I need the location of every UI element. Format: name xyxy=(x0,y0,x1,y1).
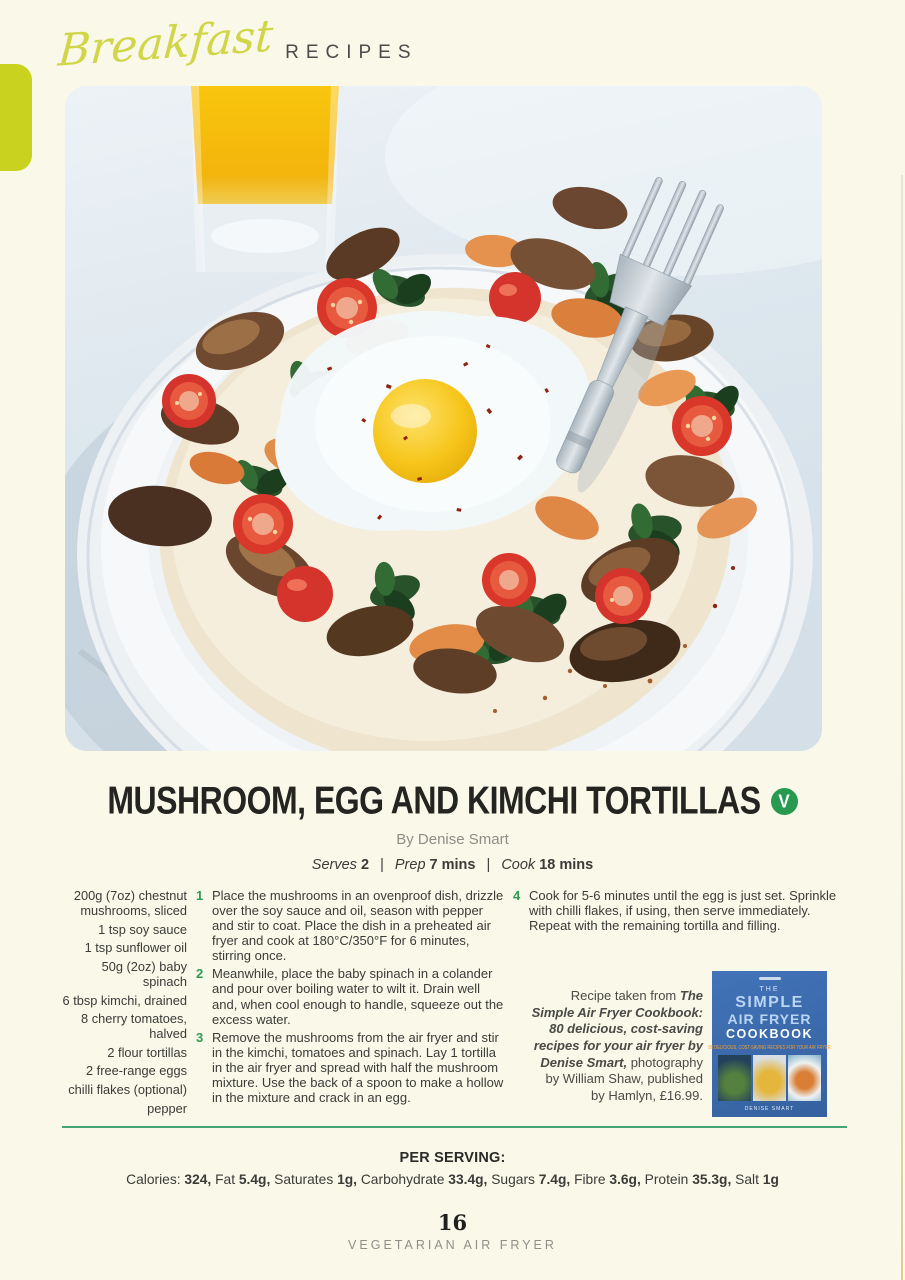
nutrition-line xyxy=(0,1172,905,1187)
step-number: 2 xyxy=(196,966,204,982)
cook-label: Cook xyxy=(501,857,536,873)
book-photo-1 xyxy=(718,1055,751,1101)
nutrition-label: Fibre xyxy=(570,1172,610,1187)
recipe-step xyxy=(196,966,504,1026)
nutrition-label: Saturates xyxy=(270,1172,338,1187)
credit-suffix: photography by William Shaw, published by Hamlyn, £16.99. xyxy=(545,1054,703,1103)
book-cover xyxy=(708,971,831,1117)
food-photo-illustration xyxy=(65,86,822,751)
nutrition-value: 7.4g, xyxy=(538,1172,571,1187)
recipe-body xyxy=(60,888,846,1119)
book-title-line1: SIMPLE xyxy=(735,994,804,1012)
credit-book-title: The Simple Air Fryer Cookbook: 80 delicious, cost-saving recipes for your air fryer by Denise Smart, xyxy=(531,988,703,1070)
recipe-title: MUSHROOM, EGG AND KIMCHI TORTILLAS xyxy=(107,778,761,823)
serves-label: Serves xyxy=(311,857,357,873)
recipe-meta xyxy=(0,857,905,873)
steps-column-right xyxy=(513,888,846,933)
nutrition-value: 1g, xyxy=(337,1172,357,1187)
right-column xyxy=(513,888,846,1119)
nutrition-label: Carbohydrate xyxy=(357,1172,449,1187)
ingredient-item: 200g (7oz) chestnut mushrooms, sliced xyxy=(73,888,187,919)
section-divider xyxy=(62,1126,847,1128)
step-number: 3 xyxy=(196,1029,204,1045)
byline: By Denise Smart xyxy=(396,831,509,848)
nutrition-value: 324, xyxy=(184,1172,212,1187)
ingredient-item: pepper xyxy=(147,1100,187,1116)
nutrition-label: Sugars xyxy=(487,1172,539,1187)
nutrition-label: Protein xyxy=(640,1172,693,1187)
meta-separator: | xyxy=(486,857,491,873)
recipe-title-row xyxy=(0,778,905,823)
orange-juice-glass xyxy=(191,86,339,272)
step-text: Meanwhile, place the baby spinach in a colander and pour over boiling water to wilt it. Drain well and, when cool enough to handle, squeeze out the excess water. xyxy=(212,966,504,1027)
credit-text xyxy=(531,971,703,1104)
recipe-photo xyxy=(65,86,822,751)
credit-prefix: Recipe taken from xyxy=(570,988,680,1004)
step-text: Cook for 5-6 minutes until the egg is just set. Sprinkle with chilli flakes, if using, then serve immediately. Repeat with the remaining tortilla and filling. xyxy=(529,888,837,934)
nutrition-label: Salt xyxy=(731,1172,763,1187)
ingredient-item: 1 tsp sunflower oil xyxy=(84,940,187,956)
book-the: THE xyxy=(759,986,780,994)
steps-column-middle xyxy=(196,888,504,1119)
book-author: DENISE SMART xyxy=(744,1106,795,1113)
prep-value: 7 mins xyxy=(429,857,476,873)
section-script-title: Breakfast xyxy=(56,10,275,77)
recipe-step xyxy=(196,1030,504,1105)
page-edge xyxy=(901,175,903,1280)
vegetarian-icon: V xyxy=(771,788,798,815)
nutrition-value: 33.4g, xyxy=(448,1172,488,1187)
nutrition-value: 3.6g, xyxy=(609,1172,641,1187)
step-number: 1 xyxy=(196,888,204,903)
step-text: Remove the mushrooms from the air fryer and stir in the kimchi, tomatoes and spinach. Lay 1 tortilla in the air fryer and spread with half the mushroom mixture. Use the back of a spoon to make a hollow in the mixture and crack in an egg. xyxy=(212,1029,504,1106)
nutrition-value: 35.3g, xyxy=(692,1172,732,1187)
ingredient-item: 8 cherry tomatoes, halved xyxy=(81,1011,187,1042)
step-number: 4 xyxy=(513,888,521,903)
section-tab xyxy=(0,64,32,171)
book-photo-strip xyxy=(718,1055,821,1101)
section-header xyxy=(56,10,418,77)
ingredient-item: 50g (2oz) baby spinach xyxy=(101,958,187,989)
book-credit xyxy=(513,971,846,1117)
book-photo-3 xyxy=(788,1055,821,1101)
book-title-line3: COOKBOOK xyxy=(726,1027,813,1042)
nutrition-label: Fat xyxy=(211,1172,239,1187)
ingredient-item: 1 tsp soy sauce xyxy=(98,921,187,937)
ingredient-item: 2 flour tortillas xyxy=(107,1044,187,1060)
recipe-step xyxy=(196,888,504,963)
page-number: 16 xyxy=(437,1210,468,1235)
publisher-logo xyxy=(759,977,781,980)
book-subtitle: 80 DELICIOUS, COST-SAVING RECIPES FOR YOUR AIR FRYER xyxy=(708,1045,831,1052)
step-text: Place the mushrooms in an ovenproof dish, drizzle over the soy sauce and oil, season with pepper and stir to coat. Place the dish in a preheated air fryer and cook at 180°C/350°F for 6 minutes, stirring once. xyxy=(212,888,504,964)
nutrition-label: Calories: xyxy=(126,1172,185,1187)
per-serving-heading: PER SERVING: xyxy=(399,1150,506,1166)
ingredient-item: 6 tbsp kimchi, drained xyxy=(62,992,187,1008)
magazine-title: VEGETARIAN AIR FRYER xyxy=(348,1238,557,1252)
meta-separator: | xyxy=(380,857,384,873)
nutrition-value: 1g xyxy=(762,1172,779,1187)
prep-label: Prep xyxy=(394,857,426,873)
ingredient-item: chilli flakes (optional) xyxy=(68,1082,187,1098)
serves-value: 2 xyxy=(360,857,370,873)
section-caps-title: RECIPES xyxy=(285,42,418,63)
cook-value: 18 mins xyxy=(539,857,594,873)
ingredient-item: 2 free-range eggs xyxy=(85,1063,187,1079)
nutrition-value: 5.4g, xyxy=(238,1172,271,1187)
book-photo-2 xyxy=(753,1055,786,1101)
ingredients-list xyxy=(60,888,187,1119)
book-title-line2: AIR FRYER xyxy=(727,1010,812,1027)
recipe-step xyxy=(513,888,846,933)
